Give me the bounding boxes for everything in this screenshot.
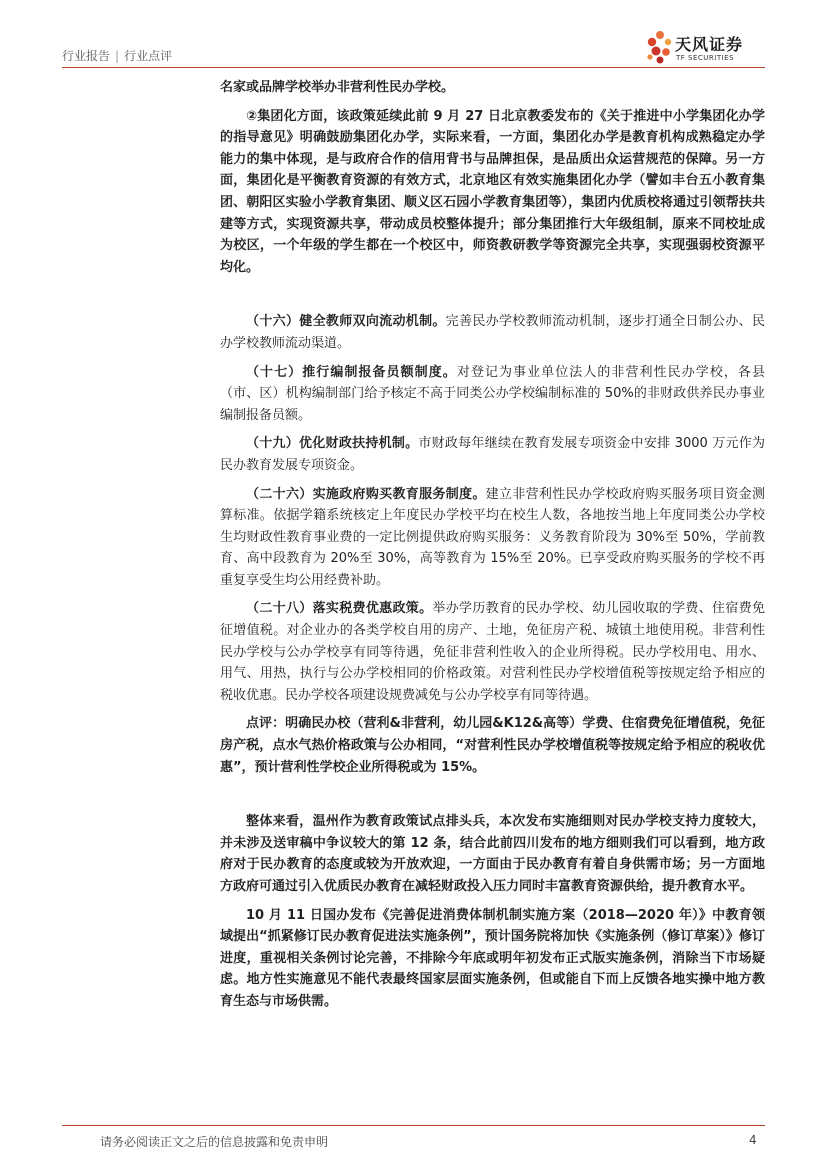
policy-item-title: （二十六）实施政府购买教育服务制度。 bbox=[246, 486, 486, 502]
policy-item-title: （十七）推行编制报备员额制度。 bbox=[246, 364, 457, 380]
paragraph-group-schooling: ②集团化方面，该政策延续此前 9 月 27 日北京教委发布的《关于推进中小学集团化办学的指导意见》明确鼓励集团化办学，实际来看，一方面，集团化办学是教育机构成熟稳定办学能力的集中体现，是与政府合作的信用背书与品牌担保，是品质出众运营规范的保障。另一方面，集团化是平衡教育资源的有效方式，北京地区有效实施集团化办学（譬如丰台五小教育集团、朝阳区实验小学教育集团、顺义区石园小学教育集团等），集团内优质校将通过引领帮扶共建等方式，实现资源共享，带动成员校整体提升；部分集团推行大年级组制，原来不同校址成为校区，一个年级的学生都在一个校区中，师资教研教学等资源完全共享，实现强弱校资源平均化。 bbox=[220, 108, 765, 275]
policy-item-16 bbox=[220, 311, 765, 354]
footer-divider bbox=[62, 1125, 765, 1126]
report-body bbox=[220, 77, 765, 1013]
policy-item-title: （十九）优化财政扶持机制。 bbox=[246, 436, 419, 452]
breadcrumb-separator: | bbox=[115, 49, 120, 63]
policy-item-text: 举办学历教育的民办学校、幼儿园收取的学费、住宿费免征增值税。对企业办的各类学校自用的房产、土地，免征房产税、城镇土地使用税。非营利性民办学校与公办学校享有同等待遇，免征非营利性收入的企业所得税。民办学校用电、用水、用气、用热，执行与公办学校相同的价格政策。对营利性民办学校增值税等按规定给予相应的税收优惠。民办学校各项建设规费减免与公办学校享有同等待遇。 bbox=[220, 601, 765, 703]
policy-item-text: 建立非营利性民办学校政府购买服务项目资金测算标准。依据学籍系统核定上年度民办学校平均在校生人数，各地按当地上年度同类公办学校生均财政性教育事业费的一定比例提供政府购买服务：义务教育阶段为 30%至 50%，学前教育、高中段教育为 20%至 30%，高等教育为 15%至 20%。已享受政府购买服务的学校不再重复享受生均公用经费补助。 bbox=[220, 486, 765, 588]
paragraph-commentary: 点评：明确民办校（营利&非营利，幼儿园&K12&高等）学费、住宿费免征增值税，免征房产税，点水气热价格政策与公办相同，“对营利性民办学校增值税等按规定给予相应的税收优惠”，预计营利性学校企业所得税或为 15%。 bbox=[220, 716, 765, 775]
paragraph-summary: 整体来看，温州作为教育政策试点排头兵，本次发布实施细则对民办学校支持力度较大，并未涉及送审稿中争议较大的第 12 条，结合此前四川发布的地方细则我们可以看到，地方政府对于民办教育的态度或较为开放欢迎，一方面由于民办教育有着自身供需市场；另一方面地方政府可通过引入优质民办教育在减轻财政投入压力同时丰富教育资源供给，提升教育水平。 bbox=[220, 814, 765, 894]
policy-item-19 bbox=[220, 433, 765, 476]
breadcrumb bbox=[62, 47, 172, 64]
policy-item-26 bbox=[220, 484, 765, 592]
policy-item-17 bbox=[220, 362, 765, 427]
paragraph-outlook: 10 月 11 日国办发布《完善促进消费体制机制实施方案（2018—2020 年）》中教育领域提出“抓紧修订民办教育促进法实施条例”，预计国务院将加快《实施条例（修订草案）》修订进度，重视相关条例讨论完善，不排除今年底或明年初发布正式版实施条例，消除当下市场疑虑。地方性实施意见不能代表最终国家层面实施条例，但或能自下而上反馈各地实操中地方教育生态与市场供需。 bbox=[220, 907, 765, 1009]
policy-item-text: 对登记为事业单位法人的非营利性民办学校，各县（市、区）机构编制部门给予核定不高于同类公办学校编制标准的 50%的非财政供养民办事业编制报备员额。 bbox=[220, 364, 765, 423]
brand-name-cn: 天风证券 bbox=[675, 35, 744, 54]
policy-item-title: （二十八）落实税费优惠政策。 bbox=[246, 601, 433, 617]
page-number: 4 bbox=[749, 1133, 757, 1147]
policy-item-28 bbox=[220, 598, 765, 706]
tf-securities-logo bbox=[645, 30, 775, 70]
header-divider bbox=[62, 67, 765, 68]
brand-name-en: TF SECURITIES bbox=[676, 54, 735, 62]
paragraph-school-brand: 名家或品牌学校举办非营利性民办学校。 bbox=[220, 80, 455, 95]
breadcrumb-report-type: 行业报告 bbox=[62, 49, 111, 63]
flower-logo-icon bbox=[645, 30, 675, 66]
policy-item-title: （十六）健全教师双向流动机制。 bbox=[246, 314, 446, 330]
policy-item-text: 完善民办学校教师流动机制，逐步打通全日制公办、民办学校教师流动渠道。 bbox=[220, 314, 765, 351]
breadcrumb-category: 行业点评 bbox=[124, 49, 173, 63]
disclaimer-text: 请务必阅读正文之后的信息披露和免责申明 bbox=[100, 1135, 329, 1149]
policy-item-text: 市财政每年继续在教育发展专项资金中安排 3000 万元作为民办教育发展专项资金。 bbox=[220, 436, 765, 473]
